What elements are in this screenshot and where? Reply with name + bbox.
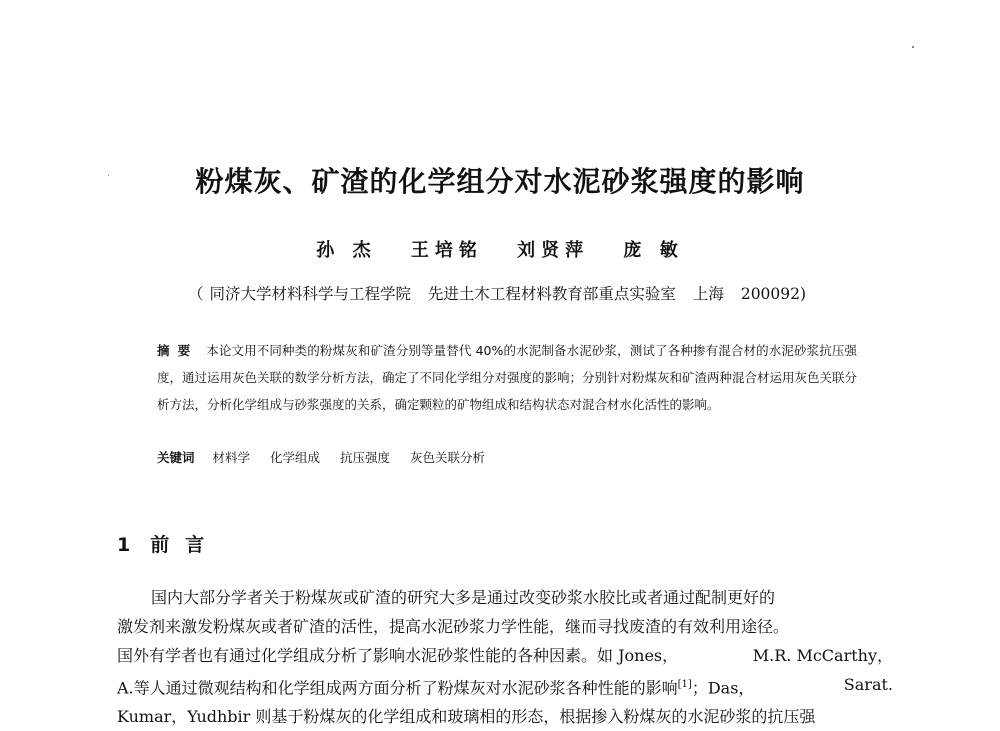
body-line-segment: ；Das， — [691, 678, 755, 698]
body-line — [117, 641, 893, 670]
keyword: 抗压强度 — [340, 450, 391, 465]
keyword: 材料学 — [212, 450, 251, 465]
affiliation-lab: 先进土木工程材料教育部重点实验室 — [427, 285, 676, 303]
affiliation-city: 上海 — [692, 285, 724, 303]
scan-speck — [912, 46, 914, 48]
keywords-label: 关键词 — [157, 450, 195, 465]
section-heading — [117, 530, 220, 557]
affiliation-postcode: 200092) — [740, 285, 807, 303]
abstract-text: 本论文用不同种类的粉煤灰和矿渣分别等量替代 40%的水泥制备水泥砂浆，测试了各种掺有混合材的水泥砂浆抗压强度，通过运用灰色关联的数学分析方法，确定了不同化学组分对强度的影响；分别针对粉煤灰和矿渣两种混合材运用灰色关联分析方法，分析化学组成与砂浆强度的关系，确定颗粒的矿物组成和结构状态对混合材水化活性的影响。 — [157, 343, 858, 412]
body-line: 激发剂来激发粉煤灰或者矿渣的活性，提高水泥砂浆力学性能，继而寻找废渣的有效利用途径。 — [117, 617, 790, 636]
abstract — [157, 337, 857, 418]
body-line — [117, 670, 893, 702]
keyword: 灰色关联分析 — [410, 450, 486, 465]
body-line: Kumar，Yudhbir 则基于粉煤灰的化学组成和玻璃相的形态，根据掺入粉煤灰的水泥砂浆的抗压强 — [117, 707, 816, 727]
keyword: 化学组成 — [270, 450, 321, 465]
author-list — [0, 236, 1000, 262]
author-name: 刘贤萍 — [517, 240, 590, 261]
keywords — [157, 448, 857, 466]
author-name: 庞 敏 — [623, 240, 684, 261]
citation-ref[interactable]: [1] — [677, 679, 692, 690]
section-number: 1 — [117, 534, 131, 556]
paper-title: 粉煤灰、矿渣的化学组分对水泥砂浆强度的影响 — [195, 165, 805, 198]
body-line-segment: A.等人通过微观结构和化学组成两方面分析了粉煤灰对水泥砂浆各种性能的影响 — [117, 678, 678, 698]
body-line-segment: Sarat. — [843, 675, 893, 694]
section-title: 前言 — [150, 534, 221, 556]
body-line: 国内大部分学者关于粉煤灰或矿渣的研究大多是通过改变砂浆水胶比或者通过配制更好的 — [151, 588, 776, 607]
body-line-segment: M.R. McCarthy， — [752, 646, 893, 665]
body-paragraph — [117, 583, 893, 731]
affiliation-school: 同济大学材料科学与工程学院 — [209, 285, 411, 303]
body-line-segment: 国外有学者也有通过化学组成分析了影响水泥砂浆性能的各种因素。如 Jones， — [117, 646, 679, 665]
affiliation: （ 同济大学材料科学与工程学院 先进土木工程材料教育部重点实验室 上海 200092) — [187, 285, 807, 303]
abstract-label: 摘要 — [157, 343, 199, 358]
author-name: 王培铭 — [410, 240, 483, 261]
author-name: 孙 杰 — [316, 240, 377, 261]
